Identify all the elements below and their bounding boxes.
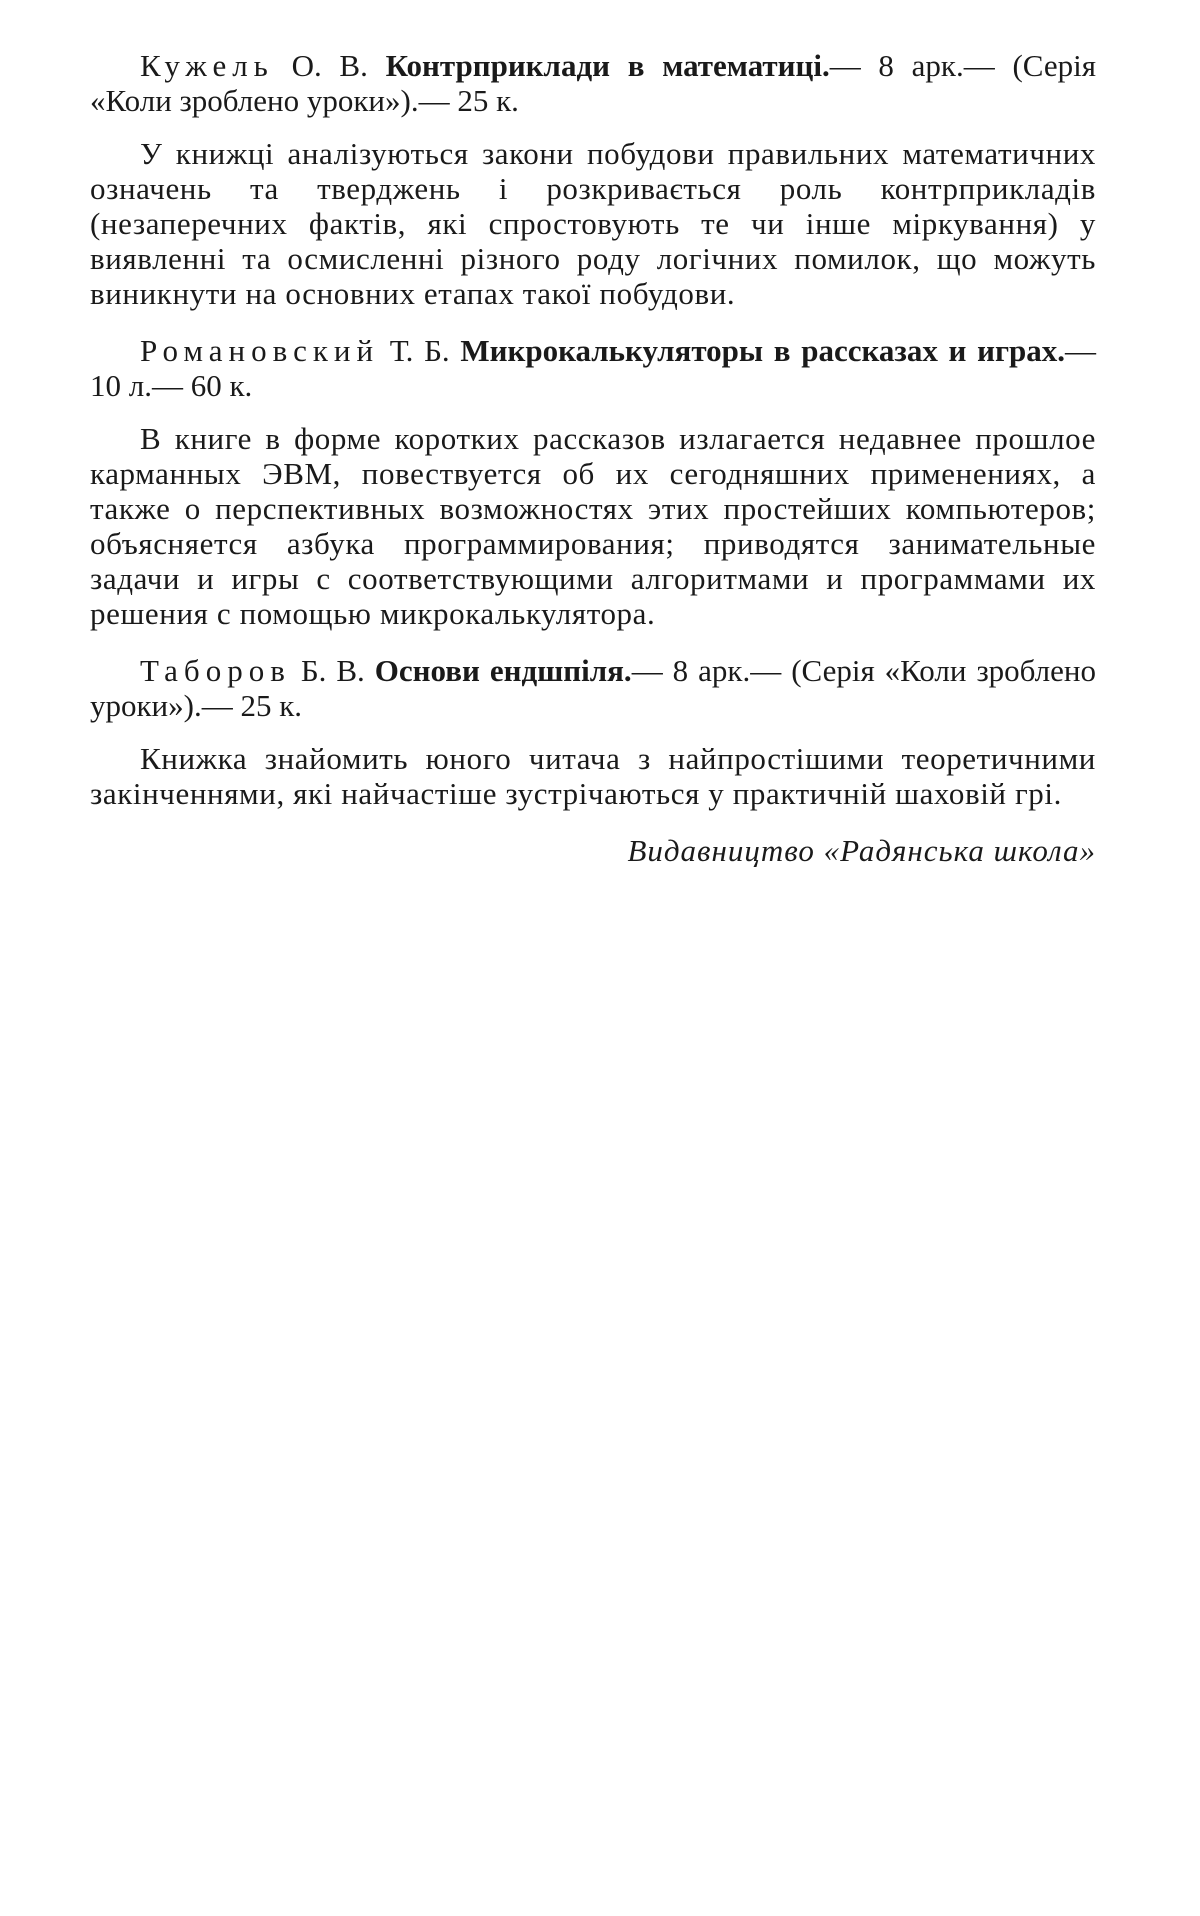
book-title: Микрокалькуляторы в рассказах и играх. <box>460 333 1066 368</box>
book-details: — 8 арк.— (Серія «Коли зроблено уроки»).— 25 к. <box>90 48 1096 118</box>
book-heading <box>90 333 1096 403</box>
book-description: В книге в форме коротких рассказов излагается недавнее прошлое карманных ЭВМ, повествуется об их сегодняшних применениях, а также о перспективных возможностях этих простейших компьютеров; объясняется азбука программирования; приводятся занимательные задачи и игры с соответствующими алгоритмами и программами их решения с помощью микрокалькулятора. <box>90 421 1096 631</box>
author-initials: О. В. <box>291 48 368 83</box>
book-entry-romanovsky <box>90 333 1096 631</box>
book-entry-kuzhel <box>90 48 1096 311</box>
book-details: — 8 арк.— (Серія «Коли зроблено уроки»).— 25 к. <box>90 653 1097 723</box>
book-title: Основи ендшпіля. <box>374 653 632 688</box>
author-initials: Б. В. <box>300 653 365 688</box>
book-details: — 10 л.— 60 к. <box>90 333 1097 403</box>
book-title: Контрприклади в математиці. <box>385 48 830 83</box>
book-description: Книжка знайомить юного читача з найпростішими теоретичними закінченнями, які найчастіше зустрічаються у практичній шаховій грі. <box>90 741 1096 811</box>
book-heading <box>90 653 1096 723</box>
book-heading <box>90 48 1096 118</box>
author-surname: Таборов <box>140 653 291 688</box>
book-entry-taborov <box>90 653 1096 811</box>
book-announcements-page <box>90 48 1096 869</box>
author-initials: Т. Б. <box>389 333 450 368</box>
publisher-imprint: Видавництво «Радянська школа» <box>627 833 1096 868</box>
book-description: У книжці аналізуються закони побудови правильних математичних означень та тверджень і розкривається роль контрприкладів (незаперечних фактів, які спростовують те чи інше міркування) у виявленні та осмисленні різного роду логічних помилок, що можуть виникнути на основних етапах такої побудови. <box>90 136 1096 311</box>
author-surname: Кужель <box>140 48 274 83</box>
author-surname: Романовский <box>140 333 380 368</box>
